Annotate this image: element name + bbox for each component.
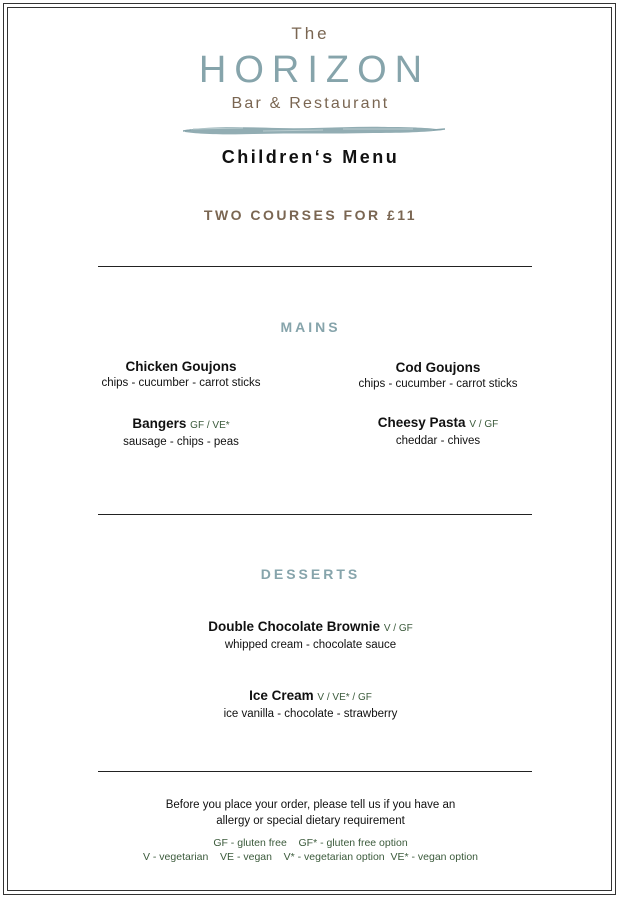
dietary-legend [0, 836, 621, 864]
dish-title: Bangers [132, 416, 187, 431]
dish-bangers [51, 415, 311, 450]
menu-title: Children‘s Menu [221, 147, 400, 167]
dish-double-chocolate-brownie [160, 618, 461, 653]
dish-name [160, 618, 461, 637]
logo-the: The [291, 24, 330, 43]
dish-title: Cheesy Pasta [377, 415, 466, 430]
dish-description: ice vanilla - chocolate - strawberry [223, 708, 398, 720]
divider-middle [98, 514, 532, 515]
dish-title: Double Chocolate Brownie [208, 619, 381, 634]
legend-gf: GF - gluten free [213, 837, 287, 849]
dietary-tags: V / GF [383, 623, 413, 634]
offer-banner: TWO COURSES FOR £11 [203, 207, 418, 223]
dish-description: sausage - chips - peas [123, 436, 239, 448]
dish-name [160, 687, 461, 706]
dish-chicken-goujons [51, 358, 311, 391]
allergy-notice-line-2: allergy or special dietary requirement [216, 815, 405, 827]
dietary-tags: V / GF [469, 419, 499, 430]
dish-description: chips - cucumber - carrot sticks [101, 377, 261, 389]
dish-title: Chicken Goujons [125, 359, 237, 374]
legend-v-option: V* - vegetarian option [283, 851, 385, 863]
dish-description: chips - cucumber - carrot sticks [358, 378, 518, 390]
allergy-notice-line-1: Before you place your order, please tell us if you have an [165, 799, 456, 811]
legend-ve: VE - vegan [220, 851, 272, 863]
allergy-notice [0, 797, 621, 829]
dish-name [51, 358, 311, 375]
desserts-heading: DESSERTS [260, 566, 361, 582]
divider-top [98, 266, 532, 267]
dish-title: Cod Goujons [395, 360, 481, 375]
legend-ve-option: VE* - vegan option [390, 851, 479, 863]
legend-row-2 [0, 850, 621, 864]
dish-cheesy-pasta [308, 414, 568, 449]
dish-cod-goujons [308, 359, 568, 392]
dish-title: Ice Cream [249, 688, 314, 703]
legend-gf-option: GF* - gluten free option [298, 837, 408, 849]
logo-subtitle: Bar & Restaurant [231, 95, 390, 112]
brush-stroke-divider [183, 124, 445, 136]
legend-row-1 [0, 836, 621, 850]
logo-horizon: HORIZON [198, 49, 431, 91]
dish-description: whipped cream - chocolate sauce [224, 639, 397, 651]
dish-description: cheddar - chives [395, 435, 481, 447]
dish-name [51, 415, 311, 434]
dish-name [308, 359, 568, 376]
legend-v: V - vegetarian [142, 851, 209, 863]
dietary-tags: V / VE* / GF [317, 692, 372, 703]
dish-ice-cream [160, 687, 461, 722]
mains-heading: MAINS [280, 319, 341, 335]
divider-bottom [98, 771, 532, 772]
dish-name [308, 414, 568, 433]
dietary-tags: GF / VE* [190, 420, 230, 431]
